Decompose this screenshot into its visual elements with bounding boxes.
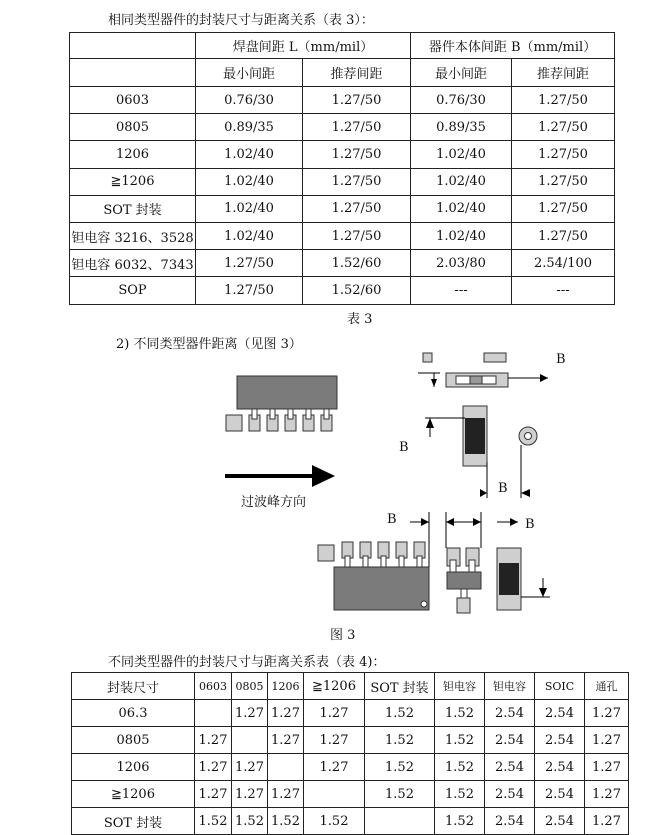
table4-cell: 2.54	[535, 754, 585, 781]
table4-cell: 1.27	[304, 727, 365, 754]
table4-cell: 1.27	[585, 754, 629, 781]
table3-cell: 2.54/100	[512, 250, 615, 277]
table3-cell: 1.02/40	[196, 141, 303, 168]
table4-header-cell: 1206	[268, 673, 304, 700]
table3-cell: 1.52/60	[303, 277, 411, 304]
table3-subheader: 推荐间距	[512, 59, 615, 87]
table4-cell: 1.27	[585, 700, 629, 727]
table3-cell: 1.27/50	[512, 222, 615, 249]
table3-cell: 1.27/50	[303, 87, 411, 114]
table4-row	[72, 754, 629, 781]
through-hole-pad	[480, 427, 537, 498]
table4-header-cell: 通孔	[585, 673, 629, 700]
table4-cell: 1.27	[585, 808, 629, 835]
dimension-label-b: B	[387, 512, 397, 527]
table4-cell: 1.27	[585, 727, 629, 754]
table4-cell	[268, 754, 304, 781]
table3-group-header-pad-spacing: 焊盘间距 L（mm/mil）	[196, 33, 411, 59]
table4-cell: 2.54	[535, 808, 585, 835]
intro-text-table4: 不同类型器件的封装尺寸与距离关系表（表 4)：	[108, 655, 386, 670]
table3-cell: 1.02/40	[196, 168, 303, 195]
table4-cell: 2.54	[485, 700, 535, 727]
table-3	[69, 32, 615, 305]
table4-row	[72, 727, 629, 754]
table3-row-label: SOP	[70, 277, 196, 304]
table3-empty-header	[70, 33, 196, 59]
table3-cell: 1.27/50	[512, 195, 615, 222]
table3-row	[70, 87, 615, 114]
table4-cell: 1.27	[232, 754, 268, 781]
table4-cell: 1.52	[195, 808, 232, 835]
table3-cell: 1.27/50	[196, 277, 303, 304]
sop-component-left	[226, 376, 337, 431]
table4-cell: 1.52	[268, 808, 304, 835]
table4-cell: 1.27	[195, 727, 232, 754]
figure3-caption: 图 3	[330, 628, 356, 643]
table4-cell: 1.27	[268, 700, 304, 727]
table4-cell: 1.27	[232, 700, 268, 727]
table3-cell: 2.03/80	[411, 250, 512, 277]
table4-cell: 1.52	[365, 700, 435, 727]
table3-row	[70, 114, 615, 141]
table4-header-cell: 0805	[232, 673, 268, 700]
table4-row	[72, 808, 629, 835]
sop-component-bottom	[318, 512, 429, 610]
table4-cell: 1.27	[232, 781, 268, 808]
table3-subheader: 推荐间距	[303, 59, 411, 87]
table3-cell: 1.02/40	[411, 222, 512, 249]
table4-cell: 2.54	[485, 754, 535, 781]
table4-cell: 1.27	[304, 754, 365, 781]
table4-cell: 1.27	[268, 727, 304, 754]
table4-cell: 2.54	[535, 700, 585, 727]
wave-flow-arrow	[225, 465, 335, 487]
table4-cell	[304, 781, 365, 808]
table3-row	[70, 168, 615, 195]
table3-cell: 0.76/30	[196, 87, 303, 114]
table3-row	[70, 195, 615, 222]
table4-row-label: ≧1206	[72, 781, 195, 808]
table4-cell: 2.54	[535, 727, 585, 754]
table4-header-cell: 封装尺寸	[72, 673, 195, 700]
table3-cell: 1.02/40	[196, 195, 303, 222]
table3-cell: 1.27/50	[512, 114, 615, 141]
table3-cell: ---	[512, 277, 615, 304]
table3-row	[70, 141, 615, 168]
table4-cell: 1.52	[304, 808, 365, 835]
tantalum-component-bottom	[497, 518, 550, 610]
table3-group-header-body-spacing: 器件本体间距 B（mm/mil）	[411, 33, 615, 59]
table4-cell: 2.54	[535, 781, 585, 808]
table4-cell: 1.52	[435, 754, 485, 781]
dimension-label-b: B	[525, 517, 535, 532]
table4-cell	[195, 700, 232, 727]
table3-cell: 1.27/50	[303, 168, 411, 195]
dimension-label-b: B	[399, 440, 409, 455]
table3-cell: 1.27/50	[303, 141, 411, 168]
table3-row-label: SOT 封装	[70, 195, 196, 222]
table3-cell: 0.89/35	[411, 114, 512, 141]
table4-cell: 1.52	[435, 808, 485, 835]
table3-row	[70, 250, 615, 277]
table4-cell: 1.52	[435, 700, 485, 727]
table4-cell: 2.54	[485, 727, 535, 754]
table4-cell	[365, 808, 435, 835]
table4-cell: 1.52	[365, 781, 435, 808]
table4-row-label: 1206	[72, 754, 195, 781]
table4-cell: 1.52	[435, 727, 485, 754]
figure-3	[0, 345, 659, 625]
table-4	[71, 672, 629, 835]
table4-row-label: 06.3	[72, 700, 195, 727]
wave-direction-label: 过波峰方向	[241, 495, 307, 510]
table3-row	[70, 277, 615, 304]
table4-cell: 1.27	[195, 781, 232, 808]
table3-cell: 1.02/40	[196, 222, 303, 249]
tantalum-component-middle	[425, 406, 487, 466]
sot-component-bottom	[446, 512, 481, 613]
table4-header-cell: 钽电容	[485, 673, 535, 700]
table3-cell: 1.27/50	[303, 195, 411, 222]
table3-cell: 0.89/35	[196, 114, 303, 141]
table3-caption: 表 3	[347, 312, 373, 327]
table3-subheader: 最小间距	[196, 59, 303, 87]
table4-cell: 1.52	[365, 754, 435, 781]
table3-row-label: 钽电容 3216、3528	[70, 222, 196, 249]
table3-cell: 0.76/30	[411, 87, 512, 114]
table4-cell: 2.54	[485, 808, 535, 835]
table4-cell: 1.27	[268, 781, 304, 808]
table3-row-label: ≧1206	[70, 168, 196, 195]
table3-cell: 1.02/40	[411, 168, 512, 195]
table3-subheader: 最小间距	[411, 59, 512, 87]
table3-row-label: 钽电容 6032、7343	[70, 250, 196, 277]
table3-cell: 1.27/50	[512, 141, 615, 168]
section-2-heading: 2) 不同类型器件距离（见图 3）	[116, 337, 302, 352]
table4-cell: 1.52	[435, 781, 485, 808]
table3-row-label: 0603	[70, 87, 196, 114]
table3-cell: 1.27/50	[303, 222, 411, 249]
table4-header-cell: 钽电容	[435, 673, 485, 700]
table4-cell: 2.54	[485, 781, 535, 808]
table3-cell: 1.52/60	[303, 250, 411, 277]
table4-cell: 1.52	[232, 808, 268, 835]
chip-component-top	[418, 353, 548, 387]
table4-header-cell: SOT 封装	[365, 673, 435, 700]
table3-cell: 1.02/40	[411, 141, 512, 168]
table3-row-label: 0805	[70, 114, 196, 141]
table3-cell: ---	[411, 277, 512, 304]
table4-cell: 1.27	[585, 781, 629, 808]
table4-cell: 1.52	[365, 727, 435, 754]
table3-empty-subheader	[70, 59, 196, 87]
table3-cell: 1.02/40	[411, 195, 512, 222]
table3-cell: 1.27/50	[303, 114, 411, 141]
dimension-label-b: B	[498, 481, 508, 496]
table4-header-cell: 0603	[195, 673, 232, 700]
table3-cell: 1.27/50	[512, 168, 615, 195]
intro-text-table3: 相同类型器件的封装尺寸与距离关系（表 3）：	[108, 13, 374, 28]
table3-row	[70, 222, 615, 249]
dimension-label-b: B	[556, 352, 566, 367]
table4-row	[72, 700, 629, 727]
table4-header-row	[72, 673, 629, 700]
table4-cell: 1.27	[304, 700, 365, 727]
table3-cell: 1.27/50	[512, 87, 615, 114]
table4-header-cell: SOIC	[535, 673, 585, 700]
table4-cell: 1.27	[195, 754, 232, 781]
table3-row-label: 1206	[70, 141, 196, 168]
table4-row	[72, 781, 629, 808]
table4-row-label: SOT 封装	[72, 808, 195, 835]
table4-header-cell: ≧1206	[304, 673, 365, 700]
table4-cell	[232, 727, 268, 754]
table3-cell: 1.27/50	[196, 250, 303, 277]
table4-row-label: 0805	[72, 727, 195, 754]
